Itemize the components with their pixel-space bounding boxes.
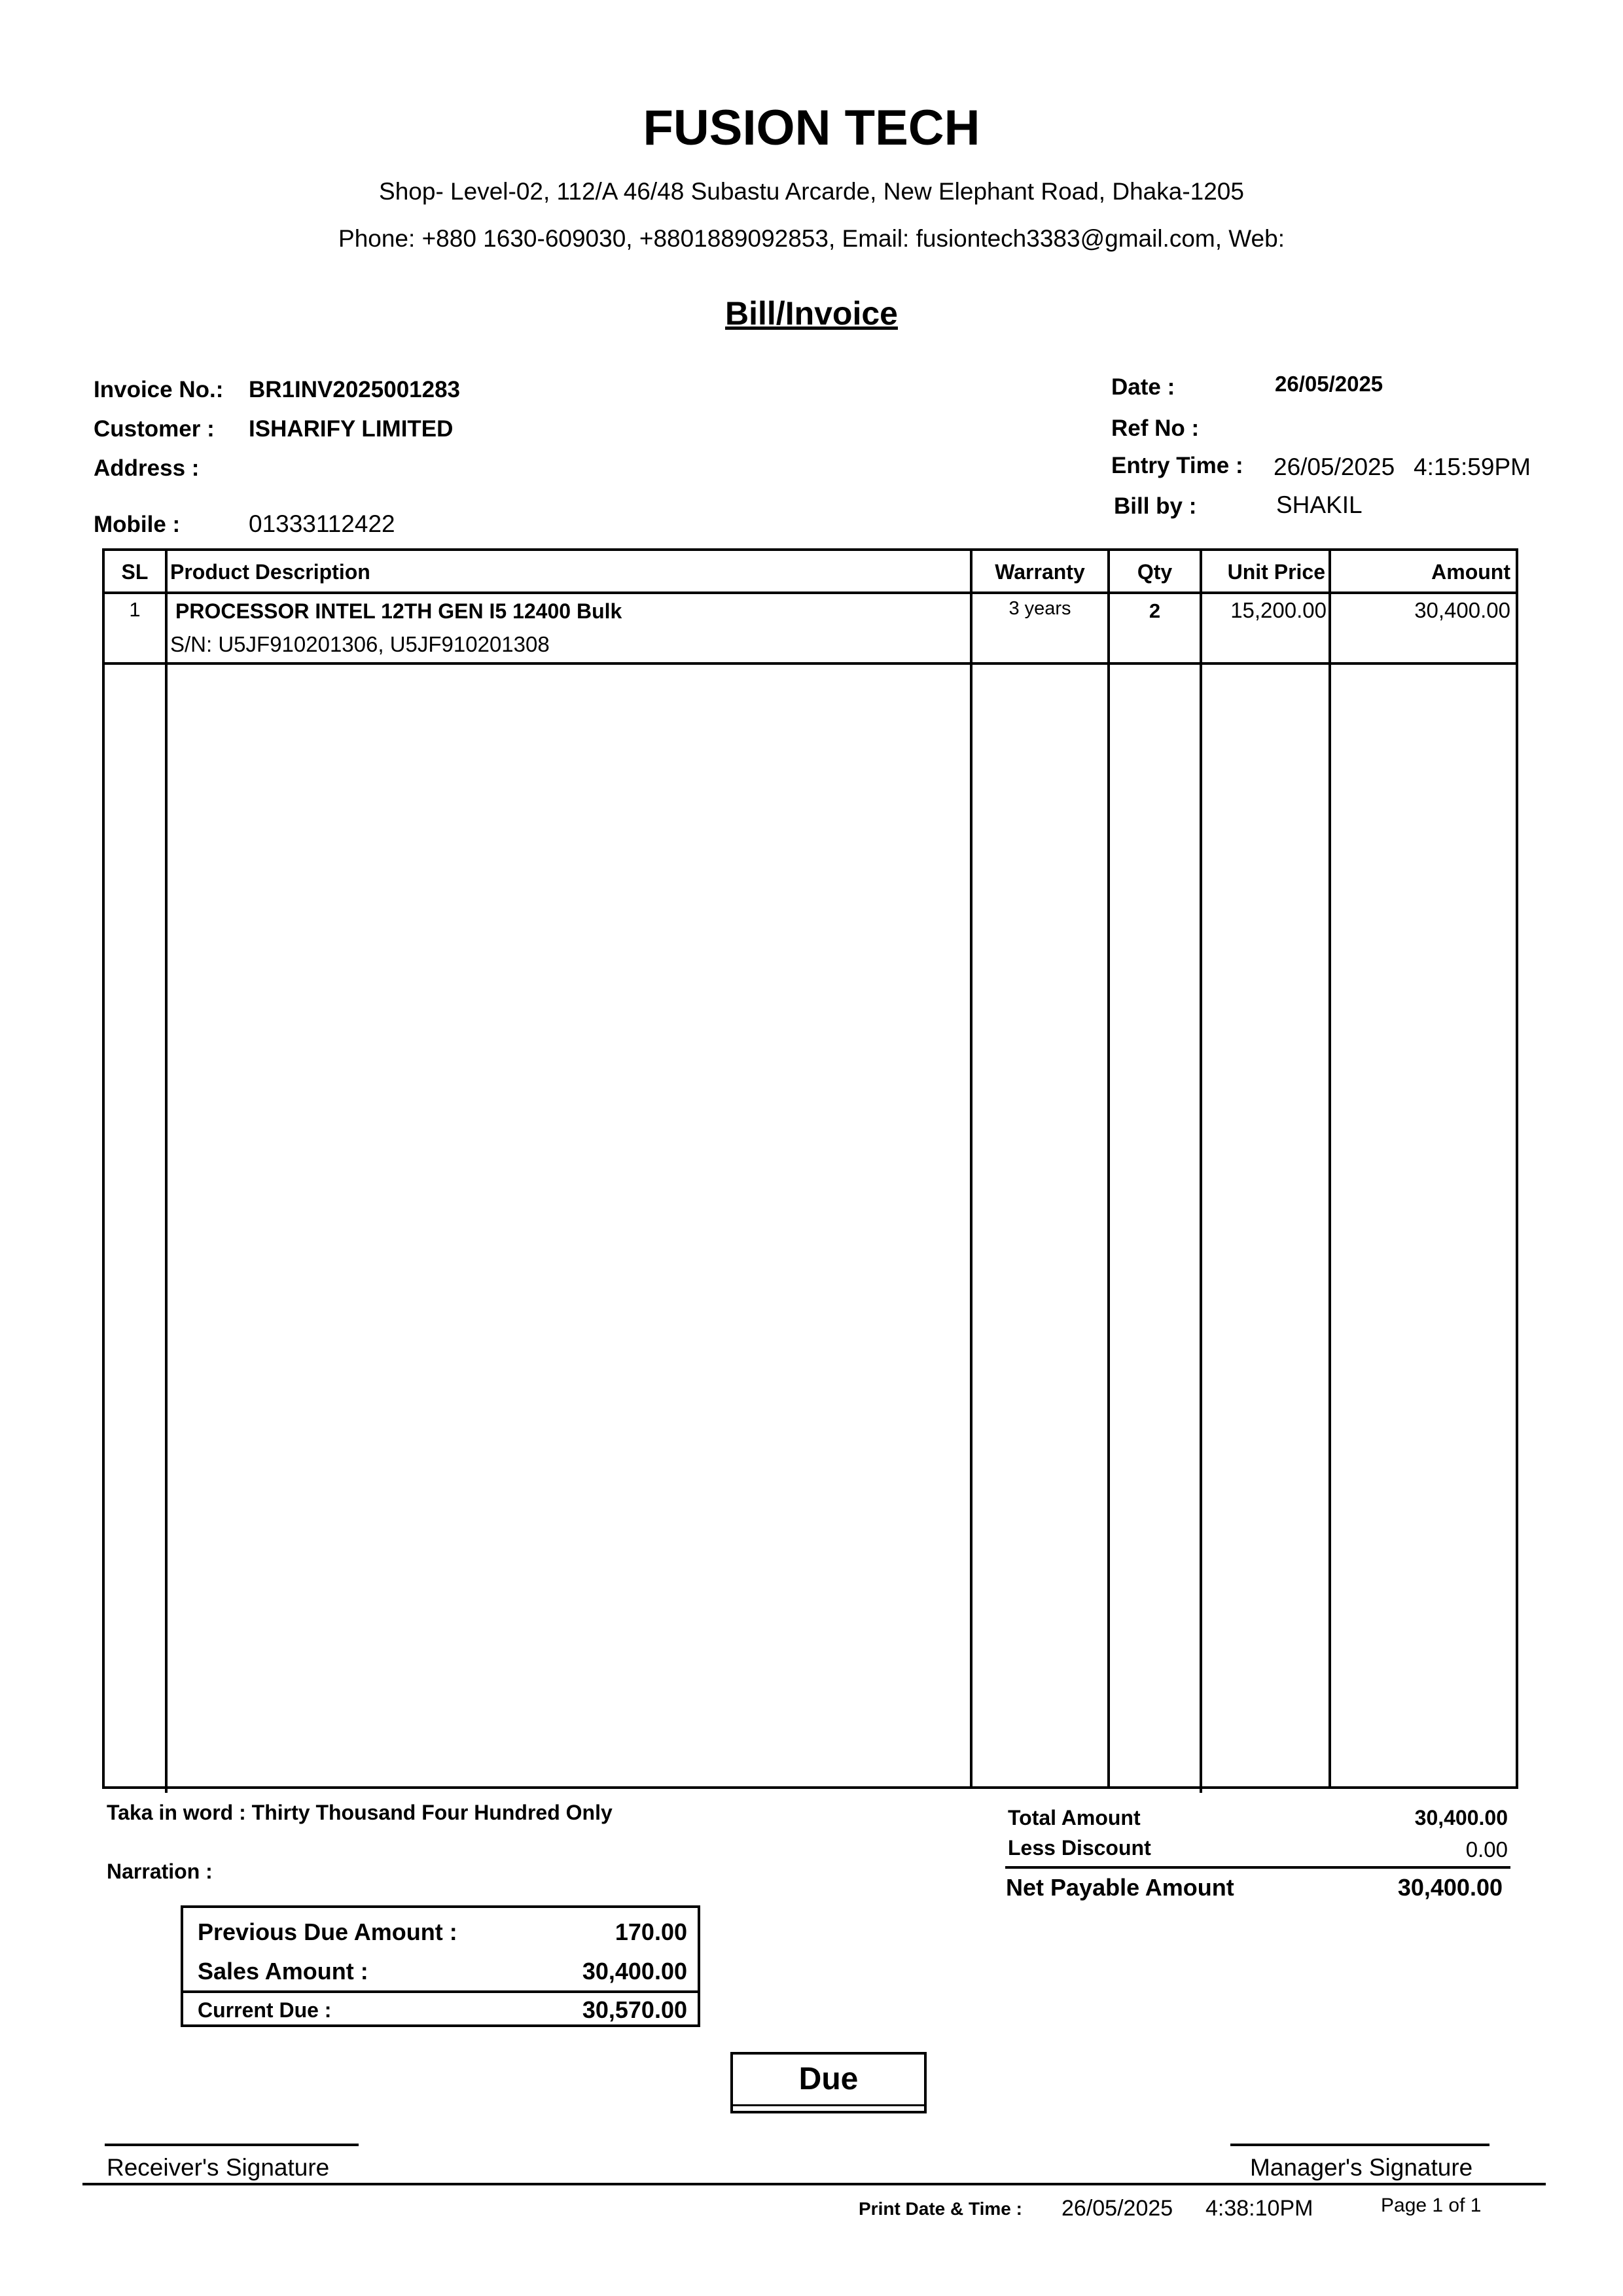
narration-label: Narration : [107,1860,213,1883]
less-discount-value: 0.00 [1465,1837,1508,1862]
mobile-label: Mobile : [94,512,181,537]
date-label: Date : [1111,374,1175,400]
invoice-no: BR1INV2025001283 [249,377,461,402]
print-date: 26/05/2025 [1061,2196,1173,2221]
due-status-stamp [730,2052,927,2113]
sales-amount-label: Sales Amount : [198,1958,368,1985]
row-qty: 2 [1149,599,1161,622]
sales-amount-value: 30,400.00 [582,1958,687,1985]
total-amount-label: Total Amount [1008,1806,1141,1829]
bill-by-name: SHAKIL [1276,491,1363,518]
amount-in-words: Taka in word : Thirty Thousand Four Hundred Only [107,1801,613,1824]
current-due-label: Current Due : [198,1998,332,2022]
current-due-value: 30,570.00 [582,1996,687,2023]
footer-rule [82,2183,1546,2185]
row-unit-price: 15,200.00 [1230,598,1327,622]
due-status-text: Due [798,2062,859,2096]
print-datetime-label: Print Date & Time : [859,2199,1022,2219]
header-sl: SL [121,560,149,584]
row-product-name: PROCESSOR INTEL 12TH GEN I5 12400 Bulk [175,599,622,623]
total-amount-value: 30,400.00 [1414,1806,1508,1829]
row-amount: 30,400.00 [1414,598,1510,622]
receiver-signature-line [105,2144,359,2146]
net-payable-label: Net Payable Amount [1006,1874,1234,1901]
header-qty: Qty [1137,560,1173,584]
row-serial-numbers: S/N: U5JF910201306, U5JF910201308 [170,632,550,656]
page-number: Page 1 of 1 [1381,2195,1482,2216]
header-product-description: Product Description [170,560,370,584]
header-warranty: Warranty [995,560,1085,584]
invoice-no-label: Invoice No.: [94,377,224,402]
entry-date: 26/05/2025 [1274,453,1395,480]
address-label: Address : [94,455,200,481]
manager-signature-line [1230,2144,1489,2146]
company-name: FUSION TECH [643,100,980,156]
document-title: Bill/Invoice [725,295,898,332]
receiver-signature-label: Receiver's Signature [107,2154,330,2181]
manager-signature-label: Manager's Signature [1250,2154,1473,2181]
entry-time-label: Entry Time : [1111,453,1243,478]
previous-due-value: 170.00 [615,1918,687,1945]
header-amount: Amount [1431,560,1510,584]
row-sl: 1 [129,598,141,621]
less-discount-label: Less Discount [1008,1836,1151,1860]
customer-label: Customer : [94,416,215,442]
entry-time: 4:15:59PM [1414,453,1531,480]
due-summary-box [181,1905,700,2027]
ref-no-label: Ref No : [1111,415,1200,441]
print-time: 4:38:10PM [1205,2196,1313,2221]
customer-name: ISHARIFY LIMITED [249,416,454,442]
invoice-date: 26/05/2025 [1275,372,1383,396]
company-contact: Phone: +880 1630-609030, +8801889092853, Email: fusiontech3383@gmail.com, Web: [338,225,1285,252]
company-address: Shop- Level-02, 112/A 46/48 Subastu Arcarde, New Elephant Road, Dhaka-1205 [379,178,1244,205]
bill-by-label: Bill by : [1114,493,1197,519]
net-payable-value: 30,400.00 [1397,1874,1503,1901]
header-unit-price: Unit Price [1227,560,1325,584]
row-warranty: 3 years [1008,598,1071,619]
previous-due-label: Previous Due Amount : [198,1918,457,1945]
mobile-number: 01333112422 [249,510,395,537]
